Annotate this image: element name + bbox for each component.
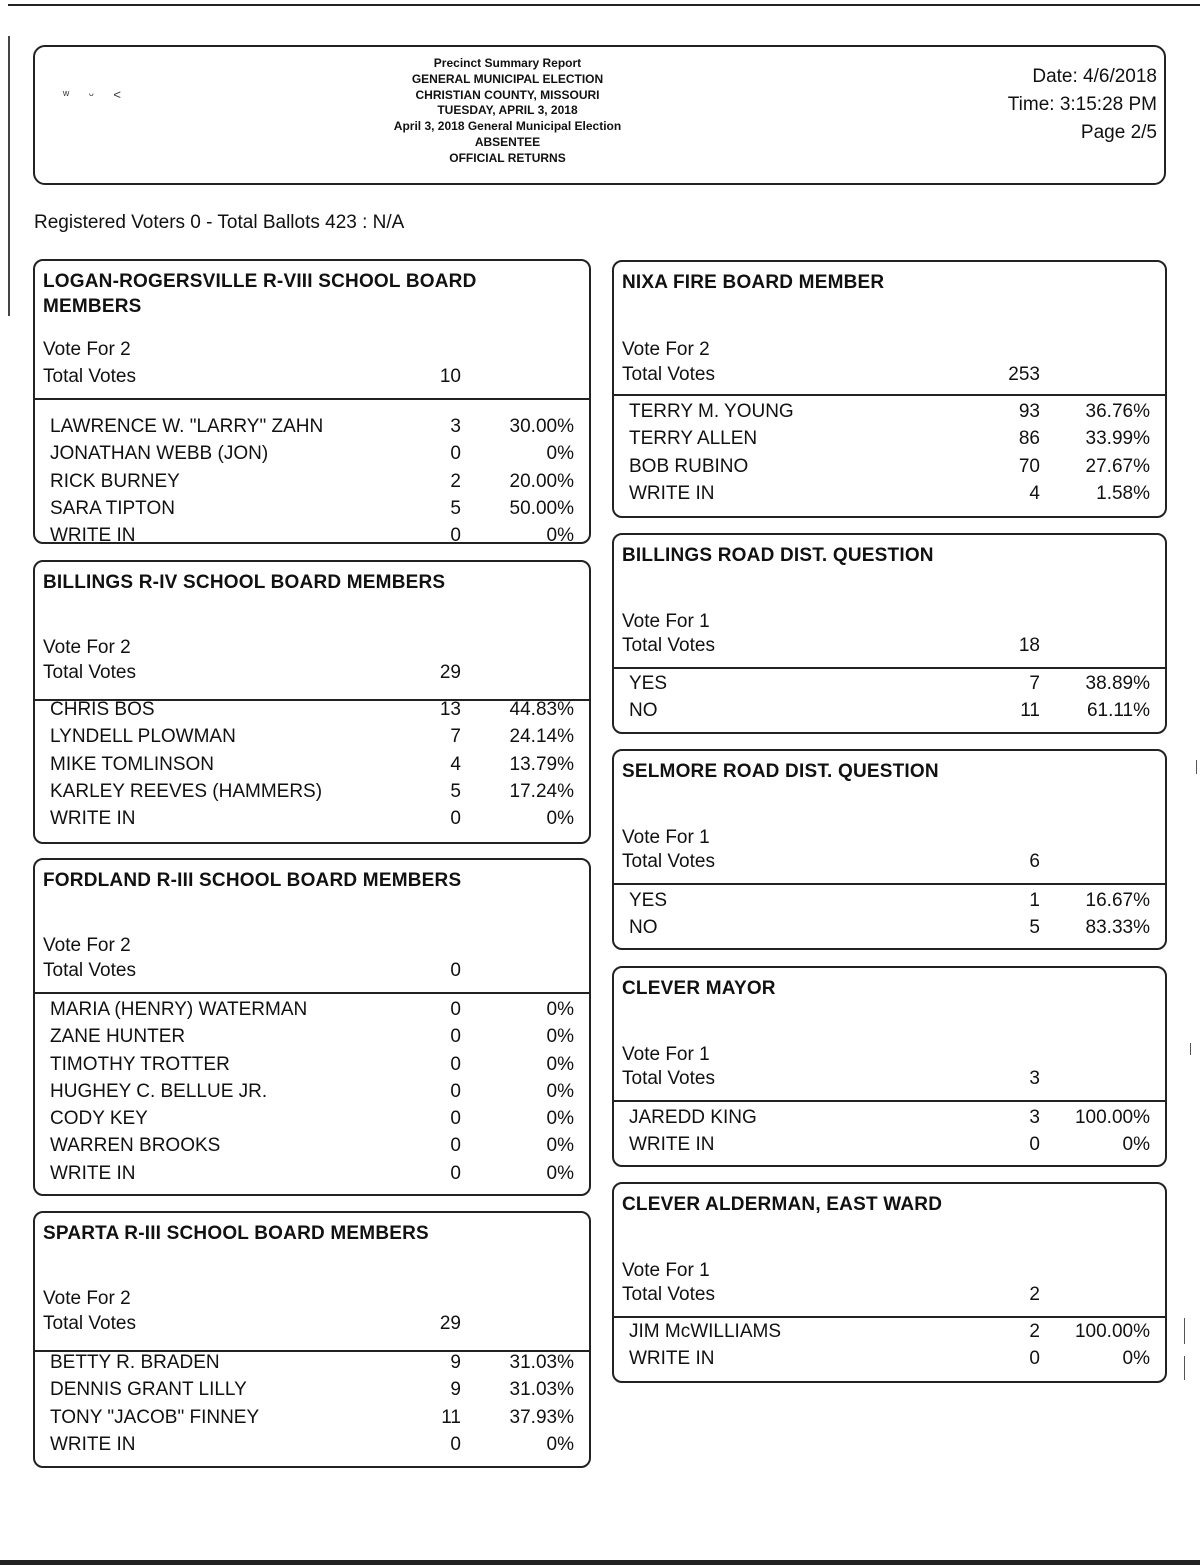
candidate-name: JONATHAN WEBB (JON) xyxy=(50,443,269,465)
candidate-list xyxy=(614,1104,1165,1159)
candidate-name: WRITE IN xyxy=(50,1433,136,1455)
candidate-row xyxy=(35,1105,589,1132)
candidate-list xyxy=(614,670,1165,725)
candidate-row xyxy=(614,425,1165,452)
candidate-votes: 0 xyxy=(1029,1348,1040,1370)
candidate-name: WRITE IN xyxy=(629,1134,715,1156)
candidate-name: RICK BURNEY xyxy=(50,470,180,492)
candidate-votes: 0 xyxy=(450,808,461,830)
candidate-percent: 30.00% xyxy=(509,416,574,437)
candidate-row xyxy=(614,1318,1165,1345)
race-fordland-school-board xyxy=(33,858,591,1196)
candidate-votes: 0 xyxy=(450,525,461,547)
candidate-percent: 0% xyxy=(546,808,574,830)
candidate-name: DENNIS GRANT LILLY xyxy=(50,1379,247,1401)
candidate-votes: 0 xyxy=(450,443,461,465)
total-votes-value: 6 xyxy=(1029,851,1040,872)
vote-for-label: Vote For 2 xyxy=(43,1288,131,1309)
race-clever-alderman-east-ward xyxy=(612,1182,1167,1383)
report-date: Date: 4/6/2018 xyxy=(1032,66,1157,87)
candidate-name: TERRY ALLEN xyxy=(629,428,758,450)
candidate-row xyxy=(35,1051,589,1078)
candidate-row xyxy=(35,805,589,832)
race-selmore-road-question xyxy=(612,749,1167,950)
precinct-name: ABSENTEE xyxy=(474,134,541,149)
candidate-percent: 0% xyxy=(546,1080,574,1102)
candidate-row xyxy=(35,1376,589,1403)
election-full-name: April 3, 2018 General Municipal Election xyxy=(393,119,622,134)
county-name: CHRISTIAN COUNTY, MISSOURI xyxy=(415,87,600,102)
candidate-percent: 24.14% xyxy=(509,726,574,748)
candidate-votes: 93 xyxy=(1018,401,1040,422)
vote-for-label: Vote For 1 xyxy=(622,1260,710,1281)
candidate-name: CODY KEY xyxy=(50,1108,148,1130)
total-votes-value: 10 xyxy=(439,366,461,387)
candidate-name: WRITE IN xyxy=(629,1348,715,1370)
candidate-name: TIMOTHY TROTTER xyxy=(50,1053,230,1075)
candidate-percent: 31.03% xyxy=(509,1379,574,1401)
candidate-votes: 2 xyxy=(450,470,461,492)
candidate-percent: 16.67% xyxy=(1085,890,1150,911)
race-title: NIXA FIRE BOARD MEMBER xyxy=(622,272,885,293)
candidate-percent: 44.83% xyxy=(509,699,574,720)
candidate-name: TERRY M. YOUNG xyxy=(629,401,794,422)
race-divider xyxy=(614,883,1165,885)
vote-for-label: Vote For 1 xyxy=(622,611,710,632)
candidate-percent: 33.99% xyxy=(1085,428,1150,450)
vote-for-label: Vote For 2 xyxy=(43,339,131,360)
candidate-percent: 100.00% xyxy=(1074,1107,1150,1128)
registered-voters-summary: Registered Voters 0 - Total Ballots 423 : N/A xyxy=(34,212,405,233)
candidate-row xyxy=(35,778,589,805)
candidate-votes: 5 xyxy=(450,780,461,802)
candidate-row xyxy=(614,914,1165,941)
total-votes-label: Total Votes xyxy=(43,960,136,981)
candidate-percent: 0% xyxy=(546,1135,574,1157)
candidate-percent: 0% xyxy=(546,999,574,1020)
candidate-name: WRITE IN xyxy=(629,482,715,504)
candidate-row xyxy=(614,670,1165,697)
race-logan-rogersville-school-board xyxy=(33,259,591,547)
report-meta xyxy=(1008,63,1157,147)
candidate-row xyxy=(614,453,1165,480)
candidate-votes: 2 xyxy=(1029,1321,1040,1342)
race-divider xyxy=(35,398,589,400)
candidate-row xyxy=(35,495,589,522)
candidate-name: JIM McWILLIAMS xyxy=(629,1321,782,1342)
vote-for-label: Vote For 1 xyxy=(622,1044,710,1065)
candidate-name: TONY "JACOB" FINNEY xyxy=(50,1406,260,1428)
race-title: FORDLAND R-III SCHOOL BOARD MEMBERS xyxy=(43,870,462,891)
candidate-row xyxy=(35,1431,589,1458)
returns-status: OFFICIAL RETURNS xyxy=(449,150,566,165)
race-nixa-fire-board xyxy=(612,260,1167,518)
candidate-row xyxy=(35,1404,589,1431)
race-billings-school-board xyxy=(33,560,591,844)
candidate-percent: 83.33% xyxy=(1085,917,1150,939)
candidate-percent: 20.00% xyxy=(509,470,574,492)
candidate-votes: 11 xyxy=(441,1406,461,1428)
total-votes-label: Total Votes xyxy=(622,851,715,872)
candidate-row xyxy=(35,522,589,549)
candidate-name: CHRIS BOS xyxy=(50,699,155,720)
candidate-row xyxy=(35,1078,589,1105)
candidate-votes: 70 xyxy=(1018,455,1040,477)
candidate-votes: 5 xyxy=(1029,917,1040,939)
race-title: CLEVER ALDERMAN, EAST WARD xyxy=(622,1194,943,1215)
candidate-votes: 0 xyxy=(450,1053,461,1075)
left-margin-rule xyxy=(8,36,10,316)
vote-for-label: Vote For 2 xyxy=(43,637,131,658)
total-votes-value: 3 xyxy=(1029,1068,1040,1089)
candidate-percent: 0% xyxy=(546,1053,574,1075)
vote-for-label: Vote For 2 xyxy=(43,935,131,956)
candidate-row xyxy=(614,480,1165,507)
race-title: CLEVER MAYOR xyxy=(622,978,776,999)
race-divider xyxy=(614,667,1165,669)
candidate-percent: 37.93% xyxy=(509,1406,574,1428)
candidate-row xyxy=(614,1104,1165,1131)
candidate-percent: 0% xyxy=(546,525,574,547)
total-votes-value: 29 xyxy=(439,1313,461,1334)
candidate-percent: 0% xyxy=(546,1433,574,1455)
candidate-votes: 4 xyxy=(450,753,461,775)
candidate-votes: 3 xyxy=(450,416,461,437)
candidate-list xyxy=(614,887,1165,942)
total-votes-label: Total Votes xyxy=(622,1284,715,1305)
candidate-list xyxy=(35,996,589,1187)
margin-mark xyxy=(1190,1043,1191,1055)
candidate-list xyxy=(614,398,1165,507)
candidate-row xyxy=(35,723,589,750)
total-votes-label: Total Votes xyxy=(43,1313,136,1334)
candidate-votes: 0 xyxy=(450,1135,461,1157)
candidate-votes: 0 xyxy=(450,1162,461,1184)
total-votes-label: Total Votes xyxy=(43,662,136,683)
race-title: LOGAN-ROGERSVILLE R-VIII SCHOOL BOARD MEMBERS xyxy=(43,271,477,317)
candidate-row xyxy=(614,887,1165,914)
candidate-percent: 36.76% xyxy=(1085,401,1150,422)
candidate-row xyxy=(35,1349,589,1376)
candidate-votes: 86 xyxy=(1018,428,1040,450)
candidate-votes: 0 xyxy=(450,999,461,1020)
candidate-name: NO xyxy=(629,700,658,722)
candidate-name: WARREN BROOKS xyxy=(50,1135,221,1157)
candidate-votes: 0 xyxy=(450,1433,461,1455)
race-divider xyxy=(614,394,1165,396)
candidate-votes: 9 xyxy=(450,1352,461,1373)
candidate-row xyxy=(35,440,589,467)
candidate-row xyxy=(35,696,589,723)
margin-mark xyxy=(1184,1356,1185,1380)
scan-marks: ʷ ᵕ ˂ xyxy=(63,87,129,102)
page-number: Page 2/5 xyxy=(1080,122,1157,143)
race-title: BILLINGS ROAD DIST. QUESTION xyxy=(622,545,934,566)
report-type: Precinct Summary Report xyxy=(433,56,582,70)
total-votes-value: 2 xyxy=(1029,1284,1040,1305)
candidate-name: BOB RUBINO xyxy=(629,455,749,477)
candidate-row xyxy=(35,996,589,1023)
candidate-row xyxy=(35,413,589,440)
candidate-percent: 0% xyxy=(546,443,574,465)
candidate-list xyxy=(35,413,589,549)
candidate-percent: 0% xyxy=(546,1108,574,1130)
candidate-percent: 1.58% xyxy=(1096,482,1150,504)
candidate-percent: 50.00% xyxy=(509,497,574,519)
candidate-name: NO xyxy=(629,917,658,939)
total-votes-value: 0 xyxy=(450,960,461,981)
candidate-votes: 0 xyxy=(450,1080,461,1102)
total-votes-value: 29 xyxy=(439,662,461,683)
candidate-row xyxy=(35,1160,589,1187)
margin-mark xyxy=(1196,760,1197,774)
candidate-percent: 0% xyxy=(546,1162,574,1184)
vote-for-label: Vote For 1 xyxy=(622,827,710,848)
report-header-title-block xyxy=(335,56,680,167)
candidate-name: MIKE TOMLINSON xyxy=(50,753,214,775)
candidate-percent: 0% xyxy=(1122,1348,1150,1370)
candidate-name: BETTY R. BRADEN xyxy=(50,1352,220,1373)
candidate-name: ZANE HUNTER xyxy=(50,1026,186,1048)
race-title: SPARTA R-III SCHOOL BOARD MEMBERS xyxy=(43,1223,429,1244)
candidate-row xyxy=(614,1345,1165,1372)
candidate-votes: 11 xyxy=(1020,700,1040,722)
candidate-name: WRITE IN xyxy=(50,808,136,830)
candidate-name: HUGHEY C. BELLUE JR. xyxy=(50,1080,268,1102)
candidate-row xyxy=(614,398,1165,425)
election-date: TUESDAY, APRIL 3, 2018 xyxy=(437,103,578,118)
total-votes-label: Total Votes xyxy=(622,364,715,385)
candidate-percent: 38.89% xyxy=(1085,673,1150,694)
candidate-percent: 13.79% xyxy=(509,753,574,775)
candidate-row xyxy=(35,751,589,778)
candidate-votes: 0 xyxy=(450,1108,461,1130)
bottom-page-rule xyxy=(0,1560,1200,1565)
margin-mark xyxy=(1184,1318,1185,1344)
candidate-votes: 0 xyxy=(1029,1134,1040,1156)
candidate-row xyxy=(35,1132,589,1159)
candidate-percent: 17.24% xyxy=(509,780,574,802)
candidate-name: KARLEY REEVES (HAMMERS) xyxy=(50,780,323,802)
candidate-votes: 13 xyxy=(439,699,461,720)
total-votes-value: 18 xyxy=(1018,635,1040,656)
candidate-percent: 31.03% xyxy=(509,1352,574,1373)
race-divider xyxy=(614,1100,1165,1102)
candidate-percent: 61.11% xyxy=(1086,700,1150,722)
total-votes-label: Total Votes xyxy=(43,366,136,387)
vote-for-label: Vote For 2 xyxy=(622,339,710,360)
candidate-list xyxy=(35,696,589,832)
candidate-percent: 27.67% xyxy=(1085,455,1150,477)
race-clever-mayor xyxy=(612,966,1167,1167)
total-votes-value: 253 xyxy=(1008,364,1040,385)
candidate-votes: 9 xyxy=(450,1379,461,1401)
candidate-row xyxy=(614,697,1165,724)
race-billings-road-question xyxy=(612,533,1167,734)
report-time: Time: 3:15:28 PM xyxy=(1007,94,1157,115)
candidate-percent: 0% xyxy=(1122,1134,1150,1156)
candidate-votes: 0 xyxy=(450,1026,461,1048)
total-votes-label: Total Votes xyxy=(622,1068,715,1089)
candidate-name: YES xyxy=(629,890,668,911)
candidate-name: WRITE IN xyxy=(50,1162,136,1184)
candidate-percent: 100.00% xyxy=(1074,1321,1150,1342)
candidate-list xyxy=(35,1349,589,1458)
candidate-name: MARIA (HENRY) WATERMAN xyxy=(50,999,308,1020)
candidate-row xyxy=(614,1131,1165,1158)
candidate-percent: 0% xyxy=(546,1026,574,1048)
top-page-rule xyxy=(8,4,1200,6)
candidate-row xyxy=(35,1023,589,1050)
candidate-votes: 3 xyxy=(1029,1107,1040,1128)
candidate-name: YES xyxy=(629,673,668,694)
candidate-votes: 7 xyxy=(450,726,461,748)
candidate-votes: 5 xyxy=(450,497,461,519)
candidate-list xyxy=(614,1318,1165,1373)
candidate-row xyxy=(35,468,589,495)
candidate-name: WRITE IN xyxy=(50,525,136,547)
election-name: GENERAL MUNICIPAL ELECTION xyxy=(411,71,604,86)
candidate-name: LAWRENCE W. "LARRY" ZAHN xyxy=(50,416,324,437)
race-title: BILLINGS R-IV SCHOOL BOARD MEMBERS xyxy=(43,572,446,593)
total-votes-label: Total Votes xyxy=(622,635,715,656)
report-header xyxy=(33,45,1166,185)
race-title: SELMORE ROAD DIST. QUESTION xyxy=(622,761,939,782)
candidate-name: LYNDELL PLOWMAN xyxy=(50,726,236,748)
race-divider xyxy=(35,992,589,994)
candidate-votes: 1 xyxy=(1029,890,1040,911)
candidate-name: SARA TIPTON xyxy=(50,497,175,519)
race-sparta-school-board xyxy=(33,1211,591,1468)
candidate-votes: 4 xyxy=(1029,482,1040,504)
candidate-name: JAREDD KING xyxy=(629,1107,757,1128)
candidate-votes: 7 xyxy=(1029,673,1040,694)
